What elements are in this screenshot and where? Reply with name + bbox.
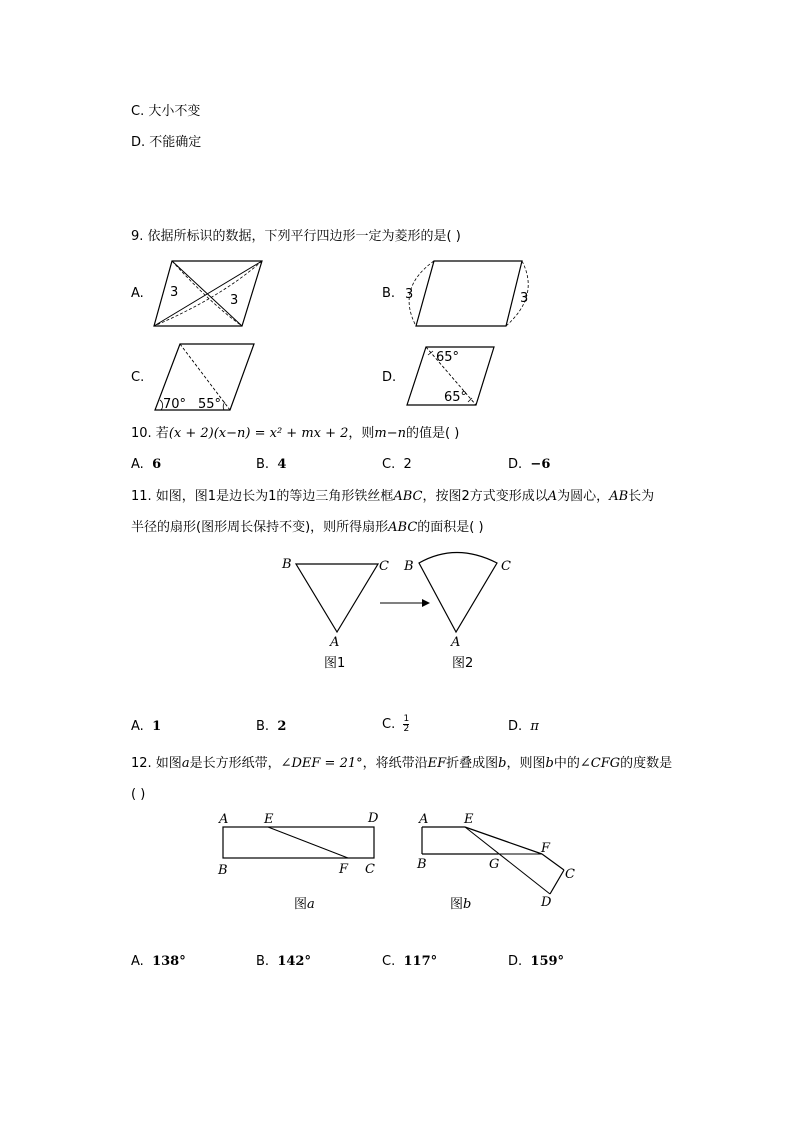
q12-option-a: A. 138° bbox=[131, 954, 186, 969]
svg-text:C: C bbox=[565, 867, 575, 882]
svg-text:F: F bbox=[339, 862, 349, 877]
q8-option-c: C. 大小不变 bbox=[131, 104, 201, 119]
q12-stem-line2: ( ) bbox=[131, 787, 146, 802]
q9-fig-a-label-2: 3 bbox=[230, 293, 239, 308]
q12-option-b: B. 142° bbox=[256, 954, 311, 969]
q9-fig-b-label-2: 3 bbox=[520, 291, 529, 306]
q12-option-d: D. 159° bbox=[508, 954, 565, 969]
svg-text:B: B bbox=[417, 857, 427, 872]
q9-fig-b-label-1: 3 bbox=[405, 287, 414, 302]
q11-option-b: B. 2 bbox=[256, 719, 287, 734]
q9-figure-b bbox=[400, 258, 540, 330]
q9-stem: 9. 依据所标识的数据，下列平行四边形一定为菱形的是( ) bbox=[131, 229, 461, 244]
svg-text:A: A bbox=[419, 812, 429, 827]
q11-sector bbox=[419, 553, 497, 633]
svg-text:G: G bbox=[489, 857, 500, 872]
q12-figure-b bbox=[410, 808, 590, 918]
q9-fig-d-angle-1: 65° bbox=[436, 350, 460, 365]
svg-text:D: D bbox=[368, 811, 379, 826]
q11-fig1-C: C bbox=[379, 559, 389, 574]
q9-fig-d-angle-2: 65° bbox=[444, 390, 468, 405]
svg-text:F: F bbox=[541, 841, 551, 856]
svg-text:C: C bbox=[365, 862, 375, 877]
q12-option-c: C. 117° bbox=[382, 954, 438, 969]
q10-option-b: B. 4 bbox=[256, 457, 287, 472]
q9-label-a: A. bbox=[131, 286, 144, 301]
q11-option-d: D. π bbox=[508, 719, 539, 734]
q10-option-d: D. −6 bbox=[508, 457, 551, 472]
q11-stem-line1: 11. 如图，图1是边长为1的等边三角形铁丝框ABC，按图2方式变形成以A为圆心，AB长为 bbox=[131, 489, 655, 504]
q9-label-d: D. bbox=[382, 370, 397, 385]
q10-option-c: C. 2 bbox=[382, 457, 412, 472]
q11-fig2-B: B bbox=[404, 559, 414, 574]
q9-figure-d bbox=[404, 345, 504, 411]
q11-option-c: C. $\frac{1}{2}$ bbox=[382, 714, 410, 734]
q11-fraction: $\frac{1}{2}$ bbox=[403, 714, 410, 734]
q11-fig1-B: B bbox=[282, 557, 292, 572]
svg-text:E: E bbox=[464, 812, 474, 827]
q11-fig2-C: C bbox=[501, 559, 511, 574]
svg-text:图: 图 bbox=[294, 897, 308, 912]
q12-figure-a bbox=[210, 808, 390, 918]
q11-stem-line2: 半径的扇形(图形周长保持不变)，则所得扇形ABC的面积是( ) bbox=[131, 520, 484, 535]
q9-fig-a-label-1: 3 bbox=[170, 285, 179, 300]
q9-figure-a bbox=[150, 258, 270, 330]
q9-fig-c-angle-1: 70° bbox=[163, 397, 187, 412]
q9-figure-c bbox=[152, 342, 262, 414]
svg-text:A: A bbox=[219, 812, 229, 827]
svg-text:图: 图 bbox=[450, 897, 464, 912]
q9-label-c: C. bbox=[131, 370, 145, 385]
svg-text:b: b bbox=[463, 897, 472, 912]
q12-stem-line1: 12. 如图a是长方形纸带，∠DEF = 21°，将纸带沿EF折叠成图b，则图b中的∠CFG的度数是 bbox=[131, 756, 673, 771]
svg-text:a: a bbox=[307, 897, 315, 912]
q11-figures bbox=[280, 552, 530, 677]
svg-text:D: D bbox=[541, 895, 552, 910]
q11-fig1-A: A bbox=[330, 635, 340, 650]
q10-stem: 10. 若(x + 2)(x−n) = x² + mx + 2，则m−n的值是( ) bbox=[131, 426, 460, 441]
q9-label-b: B. bbox=[382, 286, 396, 301]
q10-option-a: A. 6 bbox=[131, 457, 162, 472]
svg-text:B: B bbox=[218, 863, 228, 878]
q11-fig2-caption: 图2 bbox=[452, 656, 474, 671]
q11-fig2-A: A bbox=[451, 635, 461, 650]
svg-text:E: E bbox=[264, 812, 274, 827]
q11-fig1-caption: 图1 bbox=[324, 656, 346, 671]
q8-option-d: D. 不能确定 bbox=[131, 135, 202, 150]
q11-option-a: A. 1 bbox=[131, 719, 162, 734]
q9-fig-c-angle-2: 55° bbox=[198, 397, 222, 412]
q11-triangle bbox=[296, 564, 378, 632]
